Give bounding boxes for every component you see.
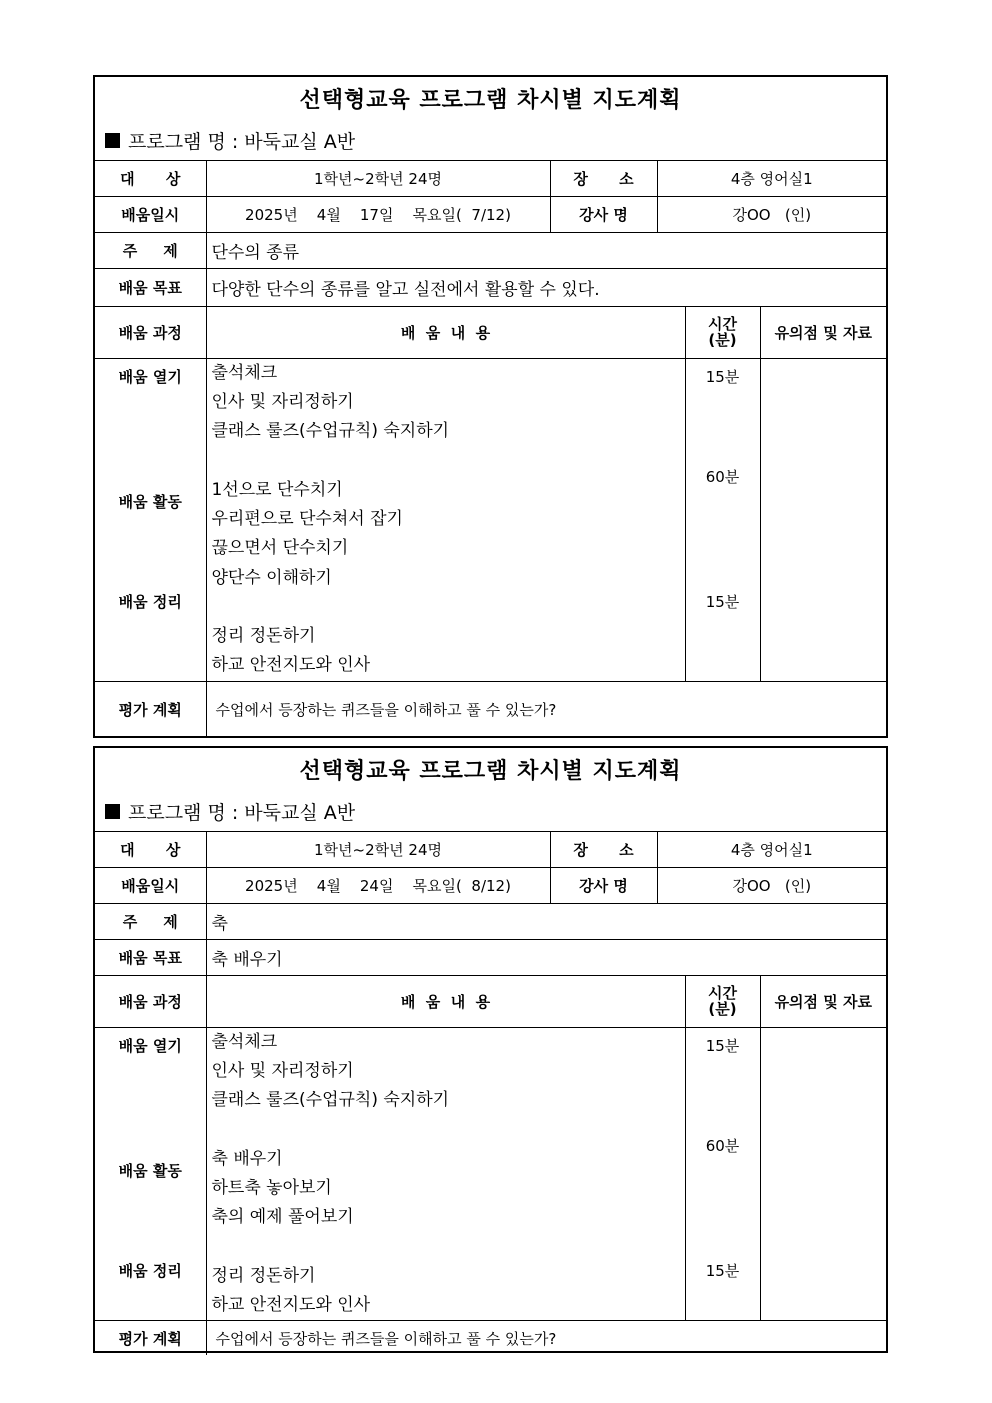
time-close: 15분: [705, 1261, 740, 1280]
content-line: 인사 및 자리정하기: [211, 1060, 354, 1081]
stage-open: 배움 열기: [118, 1036, 182, 1055]
stage-open: 배움 열기: [118, 367, 182, 386]
lesson-plan-1: [93, 75, 888, 738]
content-line: 하트축 놓아보기: [211, 1177, 332, 1198]
topic-value: 축: [206, 903, 886, 939]
time-open: 15분: [705, 1036, 740, 1055]
content-line: 1선으로 단수치기: [211, 479, 343, 500]
plan-table: [95, 832, 886, 1355]
content-line: 하교 안전지도와 인사: [211, 1295, 371, 1316]
plan-header: [95, 748, 886, 832]
content-line: 정리 정돈하기: [211, 626, 316, 647]
time-header: [685, 306, 760, 358]
place-label: 장 소: [550, 161, 657, 196]
content-lines: [207, 1028, 685, 1321]
stage-column: [95, 1027, 206, 1321]
process-header: 배움 과정: [95, 975, 206, 1027]
time-header-line1: 시간: [708, 315, 737, 333]
date-value: 2025년 4월 17일 목요일( 7/12): [206, 196, 550, 232]
content-line: 출석체크: [211, 362, 278, 383]
target-value: 1학년~2학년 24명: [206, 161, 550, 196]
content-line: [207, 446, 685, 475]
content-lines: [207, 359, 685, 681]
eval-value: 수업에서 등장하는 퀴즈들을 이해하고 풀 수 있는가?: [206, 681, 886, 737]
black-square-icon: [105, 804, 120, 819]
content-line: 정리 정돈하기: [211, 1265, 316, 1286]
program-name: 프로그램 명 : 바둑교실 A반: [128, 801, 356, 824]
process-header: 배움 과정: [95, 306, 206, 358]
notes-header: 유의점 및 자료: [760, 975, 886, 1027]
content-line: [207, 1233, 685, 1262]
plan-title: 선택형교육 프로그램 차시별 지도계획: [299, 759, 682, 784]
time-close: 15분: [705, 592, 740, 611]
plan-title: 선택형교육 프로그램 차시별 지도계획: [299, 88, 682, 113]
stage-activity: 배움 활동: [118, 492, 182, 511]
notes-header: 유의점 및 자료: [760, 306, 886, 358]
plan-table: [95, 161, 886, 737]
eval-value: 수업에서 등장하는 퀴즈들을 이해하고 풀 수 있는가?: [206, 1321, 886, 1355]
target-label: 대 상: [95, 161, 206, 196]
target-value: 1학년~2학년 24명: [206, 832, 550, 867]
plan-header: [95, 77, 886, 161]
content-line: [207, 593, 685, 622]
place-value: 4층 영어실1: [657, 832, 886, 867]
time-activity: 60분: [705, 467, 740, 486]
goal-label: 배움 목표: [95, 268, 206, 306]
lesson-plan-2: [93, 746, 888, 1353]
eval-label: 평가 계획: [95, 1321, 206, 1355]
time-column: [685, 1027, 760, 1321]
content-header: 배 움 내 용: [206, 975, 685, 1027]
date-value: 2025년 4월 24일 목요일( 8/12): [206, 867, 550, 903]
target-label: 대 상: [95, 832, 206, 867]
program-name-line: [95, 792, 886, 830]
content-header: 배 움 내 용: [206, 306, 685, 358]
stage-close: 배움 정리: [118, 592, 182, 611]
content-cell: [206, 1027, 685, 1321]
goal-value: 다양한 단수의 종류를 알고 실전에서 활용할 수 있다.: [206, 268, 886, 306]
time-header-line2: (분): [708, 1000, 737, 1018]
program-name-line: [95, 121, 886, 159]
stage-column: [95, 358, 206, 681]
content-line: 클래스 룰즈(수업규칙) 숙지하기: [211, 1090, 450, 1111]
notes-cell: [760, 1027, 886, 1321]
teacher-label: 강사 명: [550, 867, 657, 903]
goal-value: 축 배우기: [206, 939, 886, 975]
teacher-value: 강OO (인): [657, 867, 886, 903]
content-line: 우리편으로 단수쳐서 잡기: [211, 508, 403, 529]
time-column: [685, 358, 760, 681]
time-header-line1: 시간: [708, 984, 737, 1002]
content-cell: [206, 358, 685, 681]
date-label: 배움일시: [95, 867, 206, 903]
time-open: 15분: [705, 367, 740, 386]
topic-value: 단수의 종류: [206, 232, 886, 268]
content-line: 양단수 이해하기: [211, 567, 332, 588]
time-header: [685, 975, 760, 1027]
teacher-label: 강사 명: [550, 196, 657, 232]
place-label: 장 소: [550, 832, 657, 867]
content-line: 하교 안전지도와 인사: [211, 655, 371, 676]
content-line: 출석체크: [211, 1031, 278, 1052]
stage-activity: 배움 활동: [118, 1161, 182, 1180]
place-value: 4층 영어실1: [657, 161, 886, 196]
content-line: 클래스 룰즈(수업규칙) 숙지하기: [211, 421, 450, 442]
time-header-line2: (분): [708, 331, 737, 349]
program-name: 프로그램 명 : 바둑교실 A반: [128, 130, 356, 153]
content-line: 축의 예제 풀어보기: [211, 1207, 354, 1228]
black-square-icon: [105, 133, 120, 148]
teacher-value: 강OO (인): [657, 196, 886, 232]
topic-label: 주 제: [95, 903, 206, 939]
time-activity: 60분: [705, 1136, 740, 1155]
content-line: 인사 및 자리정하기: [211, 391, 354, 412]
content-line: 끊으면서 단수치기: [211, 538, 349, 559]
topic-label: 주 제: [95, 232, 206, 268]
stage-close: 배움 정리: [118, 1261, 182, 1280]
notes-cell: [760, 358, 886, 681]
content-line: [207, 1115, 685, 1144]
goal-label: 배움 목표: [95, 939, 206, 975]
content-line: 축 배우기: [211, 1148, 283, 1169]
eval-label: 평가 계획: [95, 681, 206, 737]
date-label: 배움일시: [95, 196, 206, 232]
